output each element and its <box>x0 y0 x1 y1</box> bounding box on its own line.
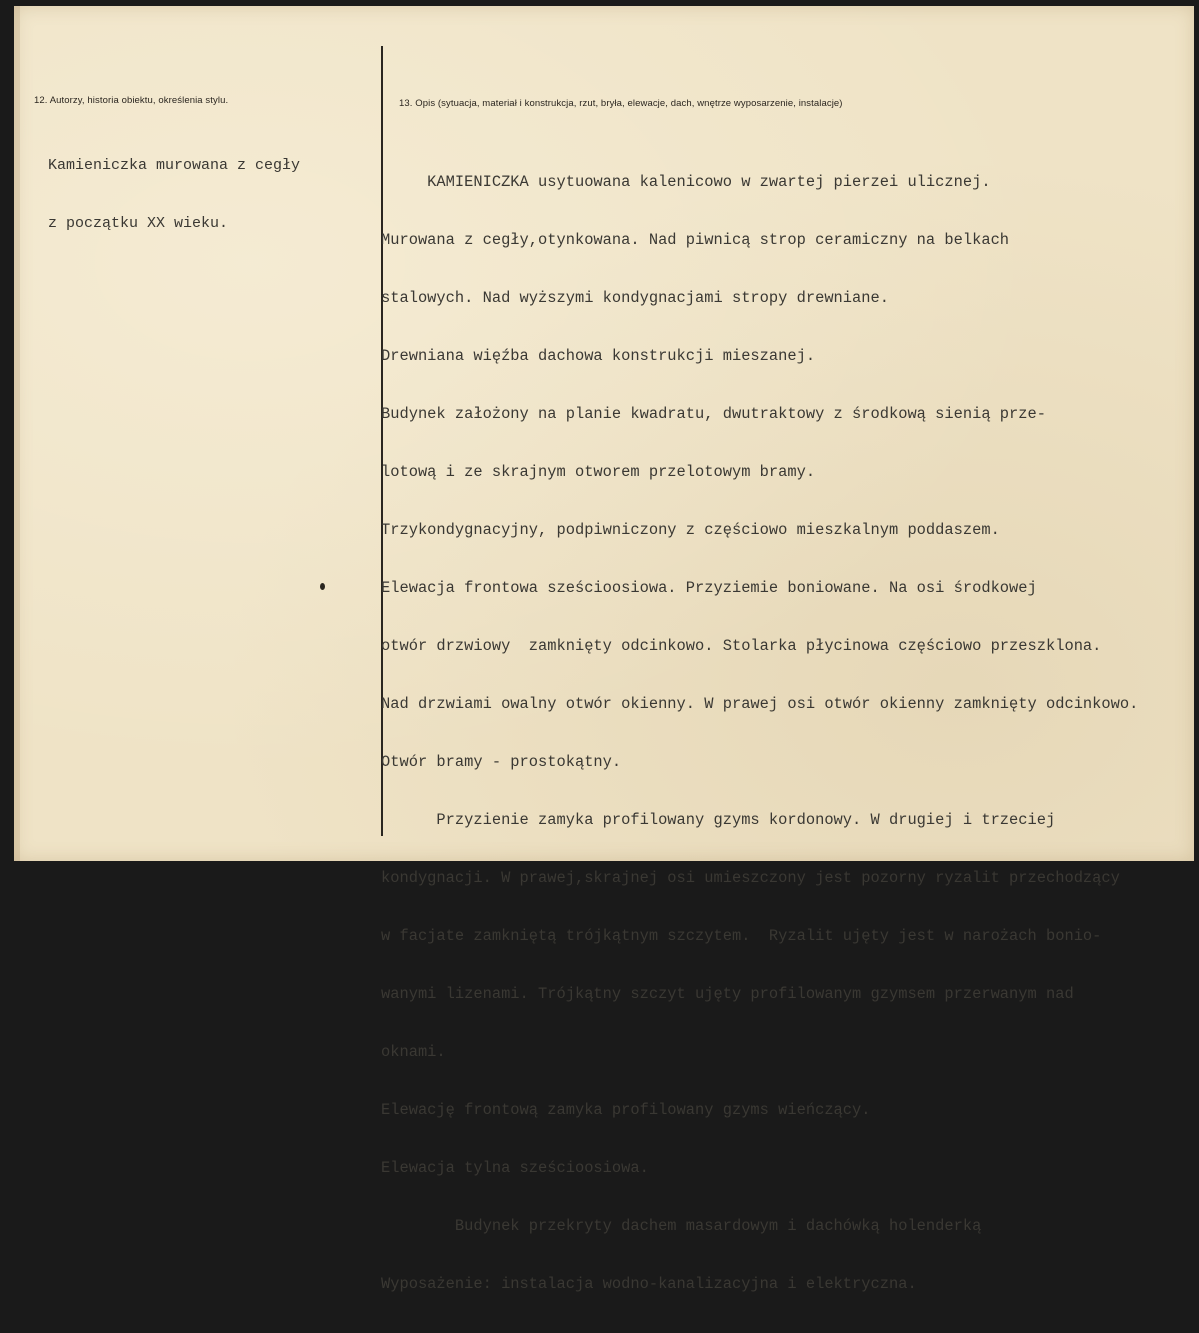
field-13-line: otwór drzwiowy zamknięty odcinkowo. Stolarka płycinowa częściowo przeszklona. <box>381 636 1102 655</box>
field-13-line: lotową i ze skrajnym otworem przelotowym bramy. <box>381 462 816 481</box>
field-13-line: kondygnacji. W prawej,skrajnej osi umieszczony jest pozorny ryzalit przechodzący <box>381 869 1120 888</box>
field-13-line: Murowana z cegły,otynkowana. Nad piwnicą strop ceramiczny na belkach <box>381 230 1010 249</box>
sheet-edge <box>14 6 20 861</box>
field-13-line: Elewację frontową zamyka profilowany gzyms wieńczący. <box>381 1101 871 1120</box>
field-13-line: Nad drzwiami owalny otwór okienny. W prawej osi otwór okienny zamknięty odcinkowo. <box>381 694 1139 713</box>
field-13-label: 13. Opis (sytuacja, materiał i konstrukcja, rzut, bryła, elewacje, dach, wnętrze wyposarzenie, instalacje) <box>399 98 843 109</box>
field-12-label: 12. Autorzy, historia obiektu, określenia stylu. <box>34 95 229 106</box>
field-12-line: z początku XX wieku. <box>48 214 229 232</box>
field-13-line: Elewacja frontowa sześcioosiowa. Przyziemie boniowane. Na osi środkowej <box>381 578 1037 597</box>
field-13-typed-text <box>381 134 1138 1333</box>
field-13-line: stalowych. Nad wyższymi kondygnacjami stropy drewniane. <box>381 288 889 307</box>
field-13-line: oknami. <box>381 1043 446 1062</box>
field-13-line: Drewniana więźba dachowa konstrukcji mieszanej. <box>381 346 816 365</box>
field-13-line: Otwór bramy - prostokątny. <box>381 753 622 771</box>
field-13-line: Trzykondygnacyjny, podpiwniczony z częściowo mieszkalnym poddaszem. <box>381 520 1000 539</box>
field-12-typed-text <box>48 117 300 271</box>
field-13-line: wanymi lizenami. Trójkątny szczyt ujęty profilowanym gzymsem przerwanym nad <box>381 985 1074 1004</box>
field-13-line: Przyzienie zamyka profilowany gzyms kordonowy. W drugiej i trzeciej <box>381 811 1056 830</box>
field-13-line: Elewacja tylna sześcioosiowa. <box>381 1159 649 1178</box>
field-13-line: w facjate zamkniętą trójkątnym szczytem. Ryzalit ujęty jest w narożach bonio- <box>381 927 1102 946</box>
field-13-line: Budynek założony na planie kwadratu, dwutraktowy z środkową sienią prze- <box>381 404 1046 423</box>
document-sheet <box>14 6 1194 1294</box>
field-13-line: KAMIENICZKA usytuowana kalenicowo w zwartej pierzei ulicznej. <box>381 172 991 191</box>
ink-speck <box>320 583 325 590</box>
field-13-line: Budynek przekryty dachem masardowym i dachówką holenderką <box>381 1217 982 1236</box>
field-12-line: Kamieniczka murowana z cegły <box>48 156 301 174</box>
field-13-line: Wyposażenie: instalacja wodno-kanalizacyjna i elektryczna. <box>381 1275 917 1294</box>
